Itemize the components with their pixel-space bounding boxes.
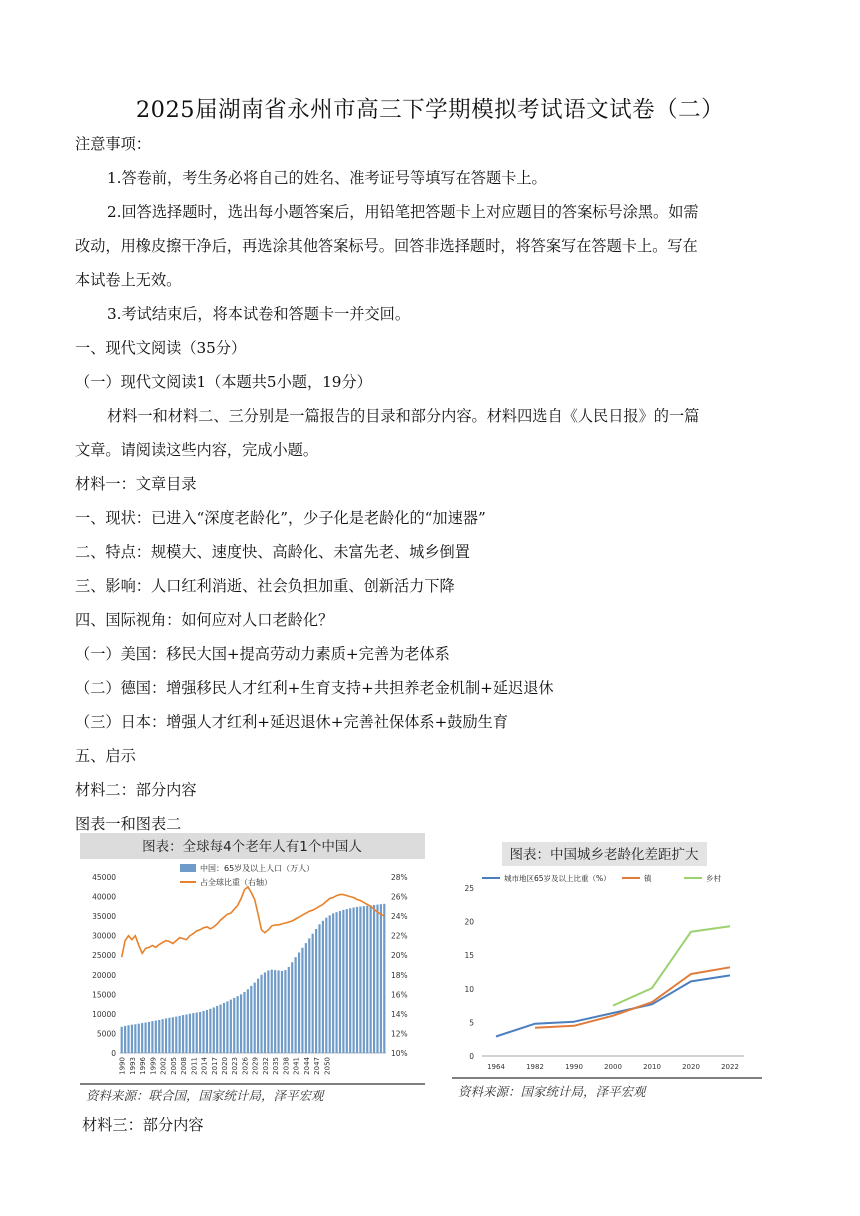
bar [322, 921, 324, 1053]
x-tick-label: 2041 [292, 1057, 301, 1075]
x-tick-label: 2014 [200, 1057, 209, 1075]
y2-tick-label: 14% [391, 1009, 408, 1019]
y2-tick-label: 16% [391, 990, 408, 1000]
bar [366, 906, 368, 1053]
bar [295, 957, 297, 1053]
y-tick-label: 20000 [92, 970, 116, 980]
bar [158, 1020, 160, 1053]
bar [162, 1019, 164, 1053]
toc-item: （三）日本：增强人才红利+延迟退休+完善社保体系+鼓励生育 [75, 713, 509, 731]
x-tick-label: 1990 [118, 1057, 127, 1075]
x-tick-label: 1990 [565, 1063, 583, 1071]
bar [254, 983, 256, 1053]
bar [243, 992, 245, 1053]
bar [305, 943, 307, 1053]
y2-tick-label: 28% [391, 873, 408, 882]
material-1-heading: 材料一：文章目录 [75, 475, 197, 493]
bar [346, 909, 348, 1053]
y-tick-label: 30000 [92, 931, 116, 941]
x-tick-label: 2005 [169, 1057, 178, 1075]
y2-tick-label: 22% [391, 931, 408, 941]
bar [121, 1027, 123, 1053]
y-tick-label: 0 [111, 1049, 116, 1058]
bar [240, 994, 242, 1053]
section-heading: 一、现代文阅读（35分） [75, 339, 247, 357]
bar [216, 1006, 218, 1053]
x-tick-label: 1982 [526, 1063, 544, 1071]
bar [260, 975, 262, 1053]
legend-label-line: 占全球比重（右轴） [200, 878, 272, 887]
toc-item: 四、国际视角：如何应对人口老龄化？ [75, 611, 334, 629]
chart-urban-rural-aging [452, 840, 762, 1080]
toc-item: 二、特点：规模大、速度快、高龄化、未富先老、城乡倒置 [75, 543, 470, 561]
bar [315, 929, 317, 1053]
bar [155, 1021, 157, 1053]
x-tick-label: 1999 [149, 1057, 158, 1075]
notice-item-2-line-1: 2.回答选择题时，选出每小题答案后，用铅笔把答题卡上对应题目的答案标号涂黑。如需 [107, 203, 699, 221]
bar [247, 989, 249, 1053]
legend-label: 镇 [644, 874, 652, 883]
notice-item-1: 1.答卷前，考生务必将自己的姓名、准考证号等填写在答题卡上。 [107, 169, 547, 187]
legend-label: 城市地区65岁及以上比重（%） [504, 874, 611, 883]
notice-heading: 注意事项： [75, 135, 151, 153]
charts-heading: 图表一和图表二 [75, 815, 182, 833]
bar [308, 938, 310, 1053]
y-tick-label: 25 [464, 884, 474, 893]
y-tick-label: 45000 [92, 873, 116, 882]
bar [199, 1012, 201, 1053]
x-tick-label: 2002 [159, 1057, 168, 1075]
y-tick-label: 10 [464, 984, 474, 994]
bar [185, 1014, 187, 1053]
bar [124, 1026, 126, 1053]
bar [165, 1018, 167, 1053]
y-tick-label: 20 [464, 917, 474, 927]
x-tick-label: 2011 [190, 1057, 199, 1075]
y2-tick-label: 18% [391, 970, 408, 980]
subsection-heading: （一）现代文阅读1（本题共5小题，19分） [75, 373, 372, 391]
y-tick-label: 5000 [96, 1029, 116, 1039]
bar [288, 967, 290, 1053]
x-tick-label: 2035 [272, 1057, 281, 1075]
bar [281, 971, 283, 1053]
y2-tick-label: 10% [391, 1049, 408, 1058]
bar [182, 1015, 184, 1053]
x-tick-label: 1996 [139, 1057, 148, 1075]
bar [373, 905, 375, 1053]
toc-item: （二）德国：增强移民人才红利+生育支持+共担养老金机制+延迟退休 [75, 679, 554, 697]
x-tick-label: 2020 [682, 1063, 700, 1071]
bar [383, 904, 385, 1053]
intro-line-2: 文章。请阅读这些内容，完成小题。 [75, 441, 318, 459]
x-tick-label: 2029 [251, 1057, 260, 1075]
bar [226, 1001, 228, 1053]
bar [127, 1025, 129, 1053]
bar [332, 913, 334, 1053]
series-line-share [122, 887, 385, 957]
bar [192, 1013, 194, 1053]
bar [168, 1018, 170, 1053]
toc-item: 一、现状：已进入“深度老龄化”，少子化是老龄化的“加速器” [75, 509, 486, 527]
bar [189, 1014, 191, 1053]
bar [172, 1017, 174, 1053]
series-line [496, 975, 730, 1036]
y-tick-label: 0 [469, 1052, 474, 1061]
y-tick-label: 15 [464, 951, 474, 961]
y-tick-label: 25000 [92, 951, 116, 961]
x-tick-label: 1993 [128, 1057, 137, 1075]
chart-1-source: 资料来源：联合国，国家统计局，泽平宏观 [86, 1088, 324, 1103]
x-tick-label: 2044 [302, 1057, 311, 1075]
bar [230, 1000, 232, 1053]
material-2-heading: 材料二：部分内容 [75, 781, 197, 799]
x-tick-label: 2026 [241, 1057, 250, 1075]
bar [335, 912, 337, 1053]
bar [233, 998, 235, 1053]
bar [144, 1022, 146, 1053]
bar [148, 1022, 150, 1053]
x-tick-label: 2022 [721, 1063, 739, 1071]
y-tick-label: 40000 [92, 892, 116, 902]
bar [298, 952, 300, 1053]
bar [277, 970, 279, 1053]
bar [237, 996, 239, 1053]
x-tick-label: 2050 [323, 1057, 332, 1075]
bar [312, 934, 314, 1053]
bar [329, 915, 331, 1053]
bar [179, 1016, 181, 1053]
x-tick-label: 2038 [282, 1057, 291, 1075]
bar [264, 972, 266, 1053]
bar [151, 1021, 153, 1053]
bar [359, 907, 361, 1053]
bar [271, 970, 273, 1053]
legend-swatch-bar [180, 864, 196, 872]
bar [220, 1005, 222, 1053]
x-tick-label: 1964 [487, 1063, 505, 1071]
bar [356, 907, 358, 1053]
bar [250, 986, 252, 1053]
toc-item: （一）美国：移民大国+提高劳动力素质+完善为老体系 [75, 645, 450, 663]
notice-item-3: 3.考试结束后，将本试卷和答题卡一并交回。 [107, 305, 411, 323]
notice-item-2-line-3: 本试卷上无效。 [75, 271, 182, 289]
bar [342, 910, 344, 1053]
x-tick-label: 2020 [221, 1057, 230, 1075]
bar [175, 1017, 177, 1053]
bar [284, 970, 286, 1053]
bar [274, 970, 276, 1053]
y-tick-label: 35000 [92, 912, 116, 922]
bar [267, 970, 269, 1053]
bar [134, 1024, 136, 1053]
bar [325, 918, 327, 1053]
toc-item: 三、影响：人口红利消逝、社会负担加重、创新活力下降 [75, 577, 455, 595]
bar [376, 905, 378, 1053]
x-tick-label: 2047 [313, 1057, 322, 1075]
bar [213, 1007, 215, 1053]
bar [131, 1025, 133, 1053]
bar [209, 1009, 211, 1053]
bar [339, 911, 341, 1053]
chart-elderly-population [80, 833, 425, 1085]
bar [363, 906, 365, 1053]
x-tick-label: 2017 [210, 1057, 219, 1075]
bar [141, 1023, 143, 1053]
y-tick-label: 5 [469, 1018, 474, 1028]
y2-tick-label: 12% [391, 1029, 408, 1039]
bar [202, 1011, 204, 1053]
toc-item: 五、启示 [75, 747, 136, 765]
bar [291, 962, 293, 1053]
legend-label: 乡村 [706, 874, 721, 883]
chart-2-source: 资料来源：国家统计局，泽平宏观 [458, 1084, 646, 1099]
bar [301, 948, 303, 1053]
y2-tick-label: 26% [391, 892, 408, 902]
y2-tick-label: 24% [391, 912, 408, 922]
bar [370, 905, 372, 1053]
x-tick-label: 2008 [180, 1057, 189, 1075]
bar [223, 1003, 225, 1053]
material-3-heading: 材料三：部分内容 [82, 1116, 204, 1134]
x-tick-label: 2023 [231, 1057, 240, 1075]
intro-line-1: 材料一和材料二、三分别是一篇报告的目录和部分内容。材料四选自《人民日报》的一篇 [107, 407, 700, 425]
bar [318, 924, 320, 1053]
bar [353, 908, 355, 1053]
chart-title: 图表：全球每4个老年人有1个中国人 [142, 839, 362, 855]
y-tick-label: 15000 [92, 990, 116, 1000]
x-tick-label: 2010 [643, 1063, 661, 1071]
x-tick-label: 2032 [261, 1057, 270, 1075]
bar [349, 908, 351, 1053]
bar [380, 904, 382, 1053]
notice-item-2-line-2: 改动，用橡皮擦干净后，再选涂其他答案标号。回答非选择题时，将答案写在答题卡上。写在 [75, 237, 698, 255]
legend-label-bar: 中国：65岁及以上人口（万人） [200, 864, 315, 873]
chart-title: 图表：中国城乡老龄化差距扩大 [509, 847, 699, 863]
exam-title: 2025届湖南省永州市高三下学期模拟考试语文试卷（二） [135, 97, 725, 123]
bar [196, 1013, 198, 1053]
bar [138, 1024, 140, 1053]
y-tick-label: 10000 [92, 1009, 116, 1019]
bar [257, 979, 259, 1053]
bar [206, 1010, 208, 1053]
y2-tick-label: 20% [391, 951, 408, 961]
x-tick-label: 2000 [604, 1063, 622, 1071]
